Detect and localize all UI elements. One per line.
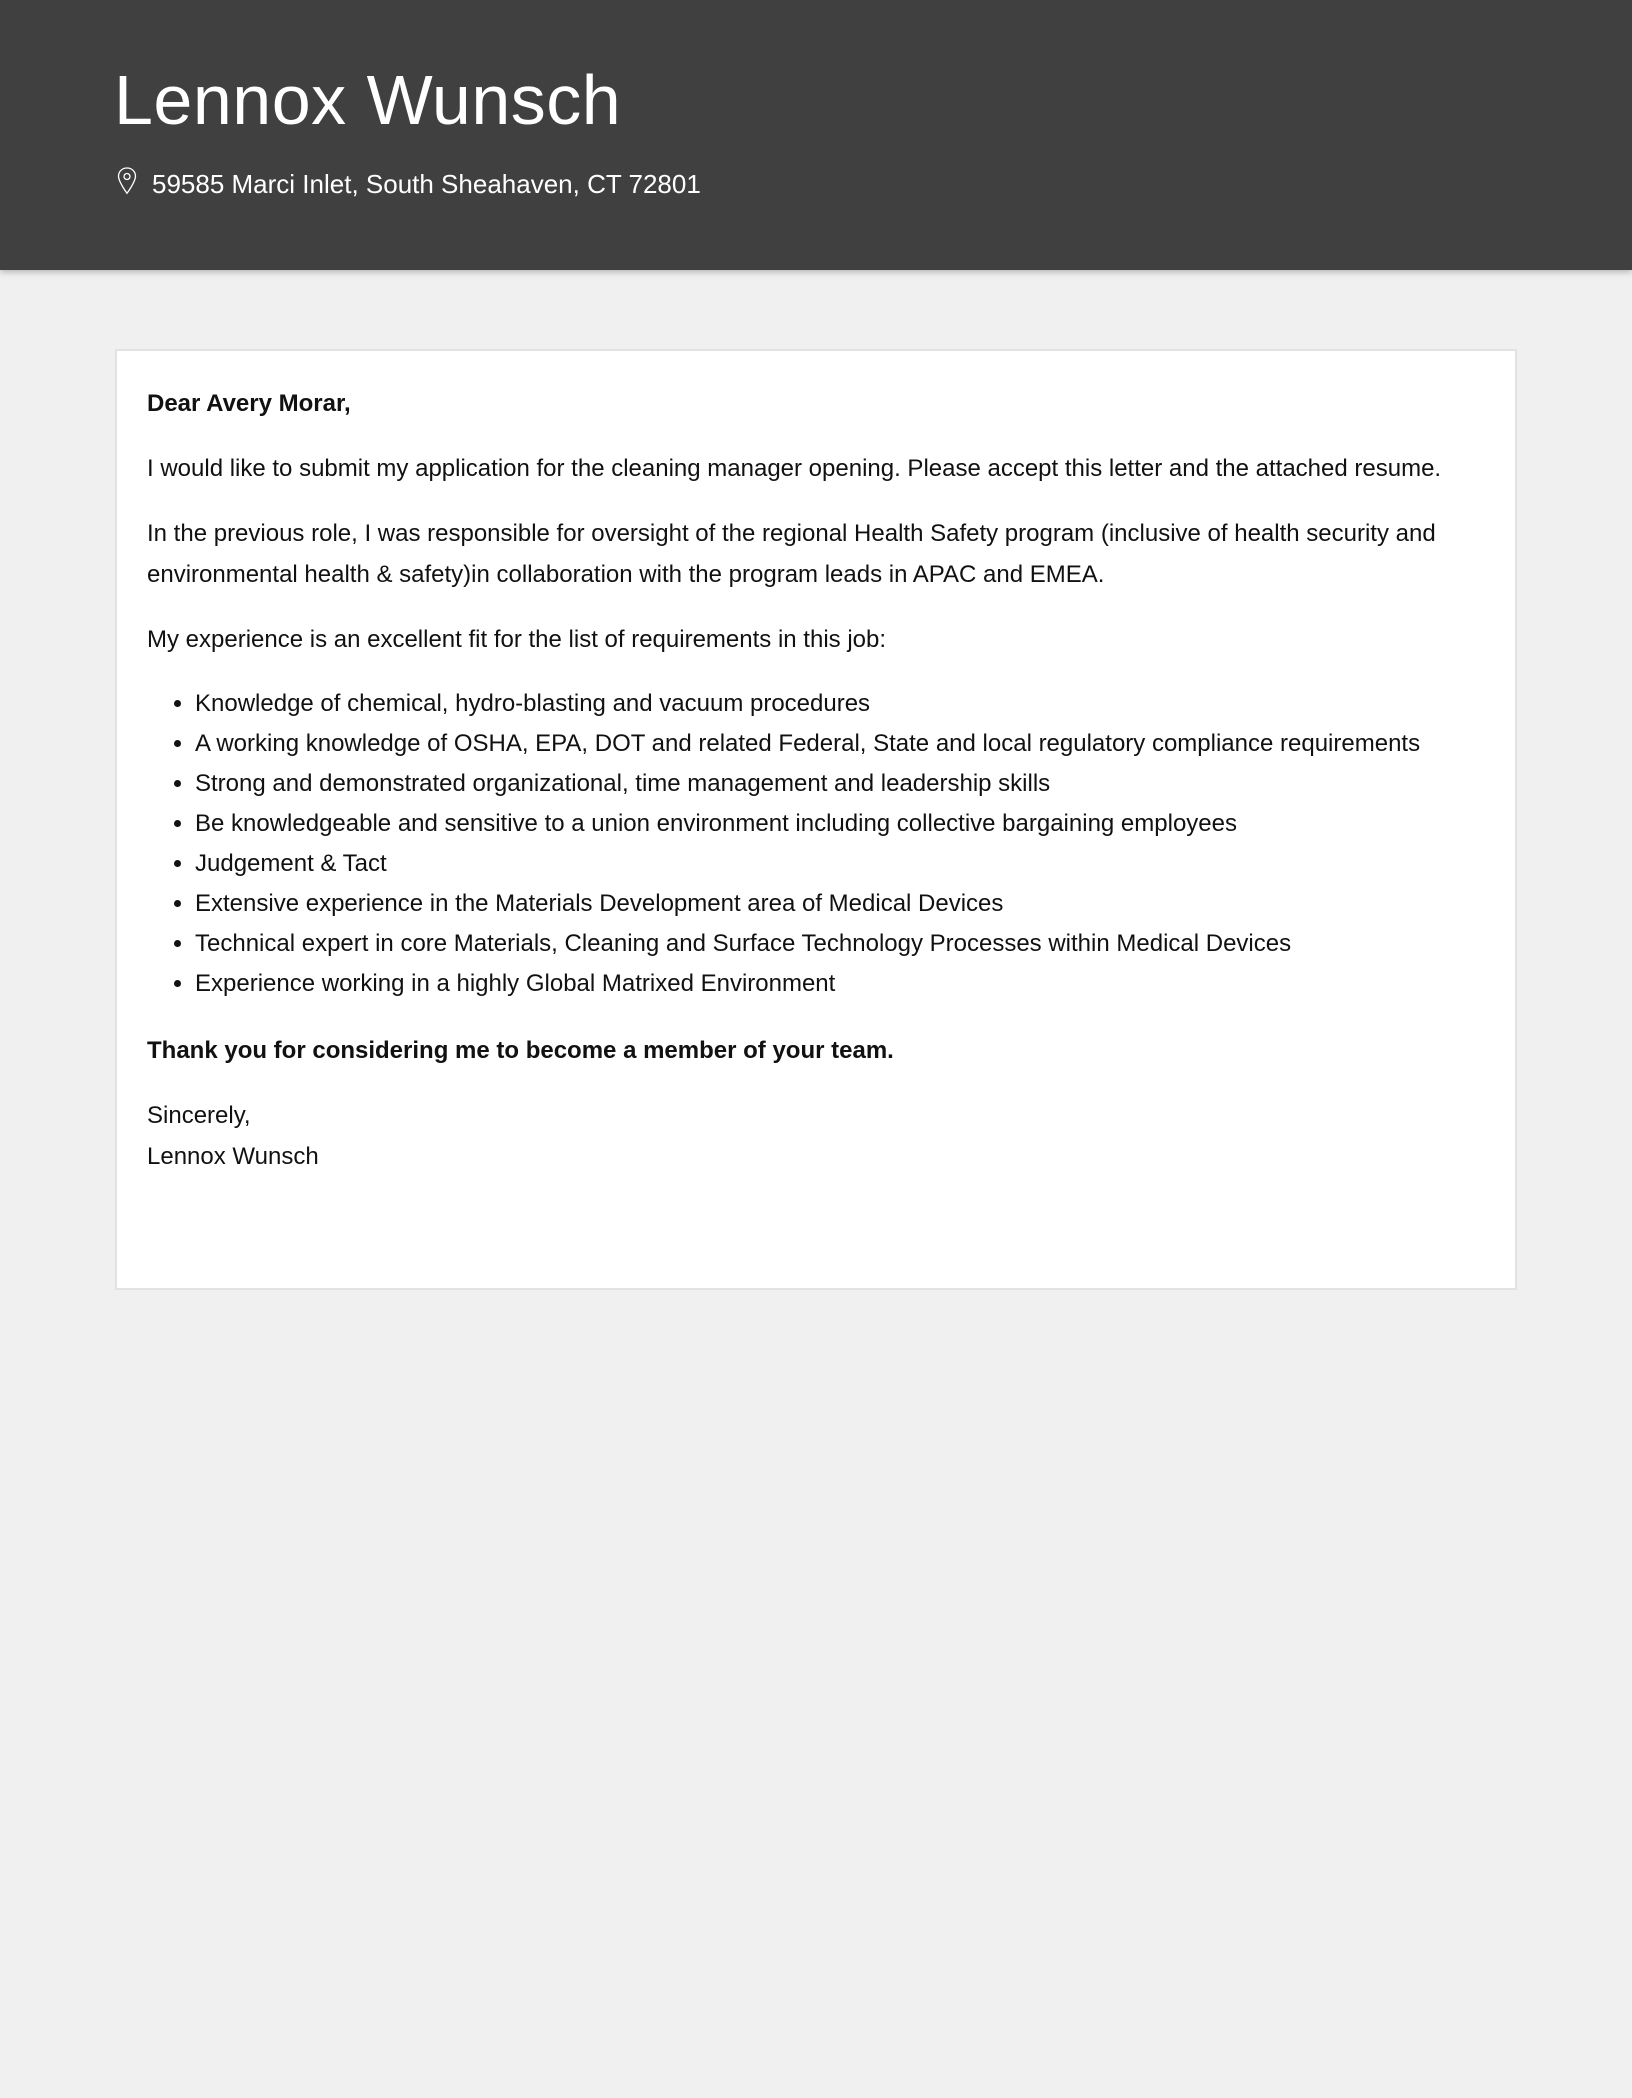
applicant-name: Lennox Wunsch	[114, 61, 622, 139]
paragraph-experience: In the previous role, I was responsible for oversight of the regional Health Safety program (inclusive of health security and environmental health & safety)in collaboration with the program leads in APAC and EMEA.	[147, 520, 1436, 588]
signature-name: Lennox Wunsch	[147, 1143, 319, 1170]
list-item: • Be knowledgeable and sensitive to a union environment including collective bargaining employees	[195, 804, 1485, 844]
greeting: Dear Avery Morar,	[147, 390, 351, 417]
map-pin-icon	[116, 166, 138, 203]
requirements-list	[147, 684, 1485, 1004]
cover-letter	[115, 349, 1517, 1290]
list-item: • A working knowledge of OSHA, EPA, DOT and related Federal, State and local regulatory compliance requirements	[195, 724, 1485, 764]
address-line	[116, 166, 701, 203]
paragraph-intro: I would like to submit my application for the cleaning manager opening. Please accept this letter and the attached resume.	[147, 455, 1442, 482]
list-item: • Knowledge of chemical, hydro-blasting and vacuum procedures	[195, 684, 1485, 724]
address-text: 59585 Marci Inlet, South Sheahaven, CT 72801	[152, 169, 701, 199]
closing-line: Thank you for considering me to become a member of your team.	[147, 1037, 894, 1064]
page-header	[0, 0, 1632, 270]
paragraph-fit: My experience is an excellent fit for the list of requirements in this job:	[147, 626, 887, 653]
list-item: • Technical expert in core Materials, Cleaning and Surface Technology Processes within Medical Devices	[195, 924, 1485, 964]
list-item: • Extensive experience in the Materials Development area of Medical Devices	[195, 884, 1485, 924]
signoff: Sincerely,	[147, 1102, 251, 1129]
list-item: • Judgement & Tact	[195, 844, 1485, 884]
list-item: • Strong and demonstrated organizational, time management and leadership skills	[195, 764, 1485, 804]
list-item: • Experience working in a highly Global Matrixed Environment	[195, 964, 1485, 1004]
